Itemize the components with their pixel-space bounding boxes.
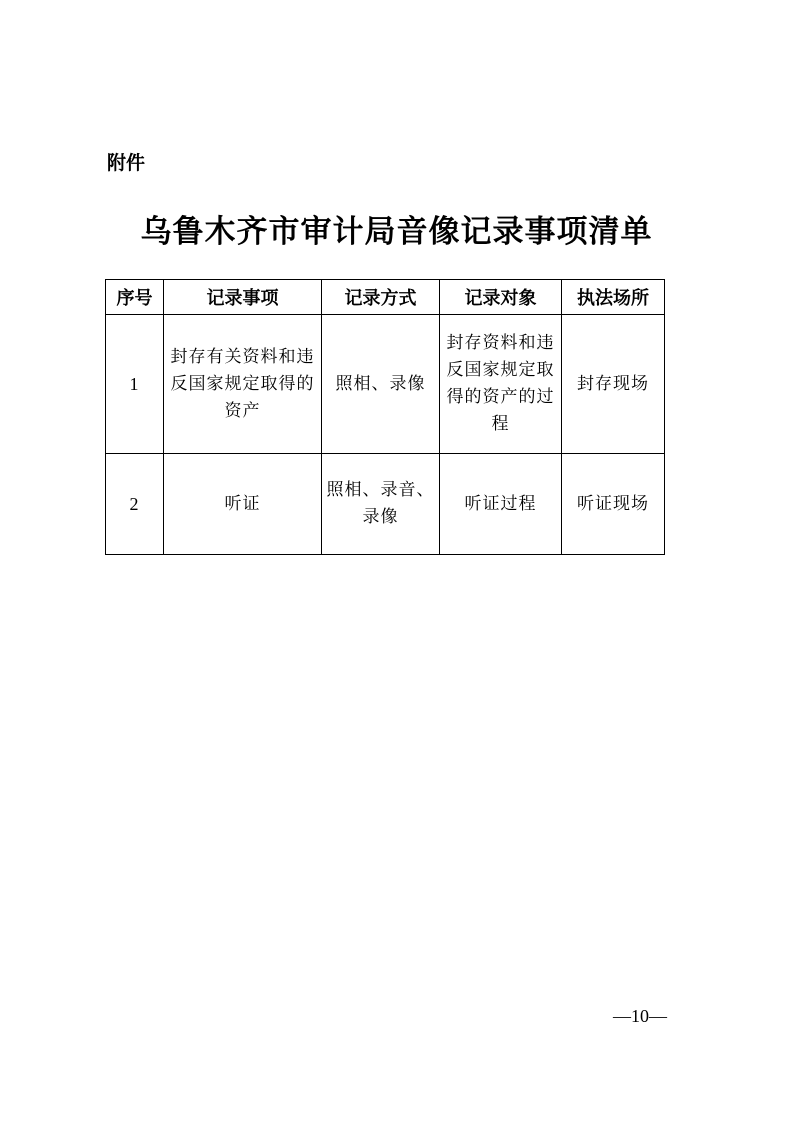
document-title: 乌鲁木齐市审计局音像记录事项清单 [140,214,653,250]
header-record-object: 记录对象 [440,280,562,315]
cell-seq: 2 [106,454,164,555]
cell-enforcement-place: 封存现场 [562,315,665,454]
cell-record-object: 封存资料和违反国家规定取得的资产的过程 [440,315,562,454]
header-record-method: 记录方式 [322,280,440,315]
cell-record-method: 照相、录音、录像 [322,454,440,555]
header-record-item: 记录事项 [164,280,322,315]
cell-seq: 1 [106,315,164,454]
record-items-table [105,279,665,555]
table-row [106,454,665,555]
cell-record-method: 照相、录像 [322,315,440,454]
cell-record-object: 听证过程 [440,454,562,555]
header-seq: 序号 [106,280,164,315]
cell-enforcement-place: 听证现场 [562,454,665,555]
table-row [106,315,665,454]
table-header-row [106,280,665,315]
cell-record-item: 封存有关资料和违反国家规定取得的资产 [164,315,322,454]
attachment-label: 附件 [107,152,146,174]
page-number: —10— [613,1006,667,1026]
cell-record-item: 听证 [164,454,322,555]
header-enforcement-place: 执法场所 [562,280,665,315]
